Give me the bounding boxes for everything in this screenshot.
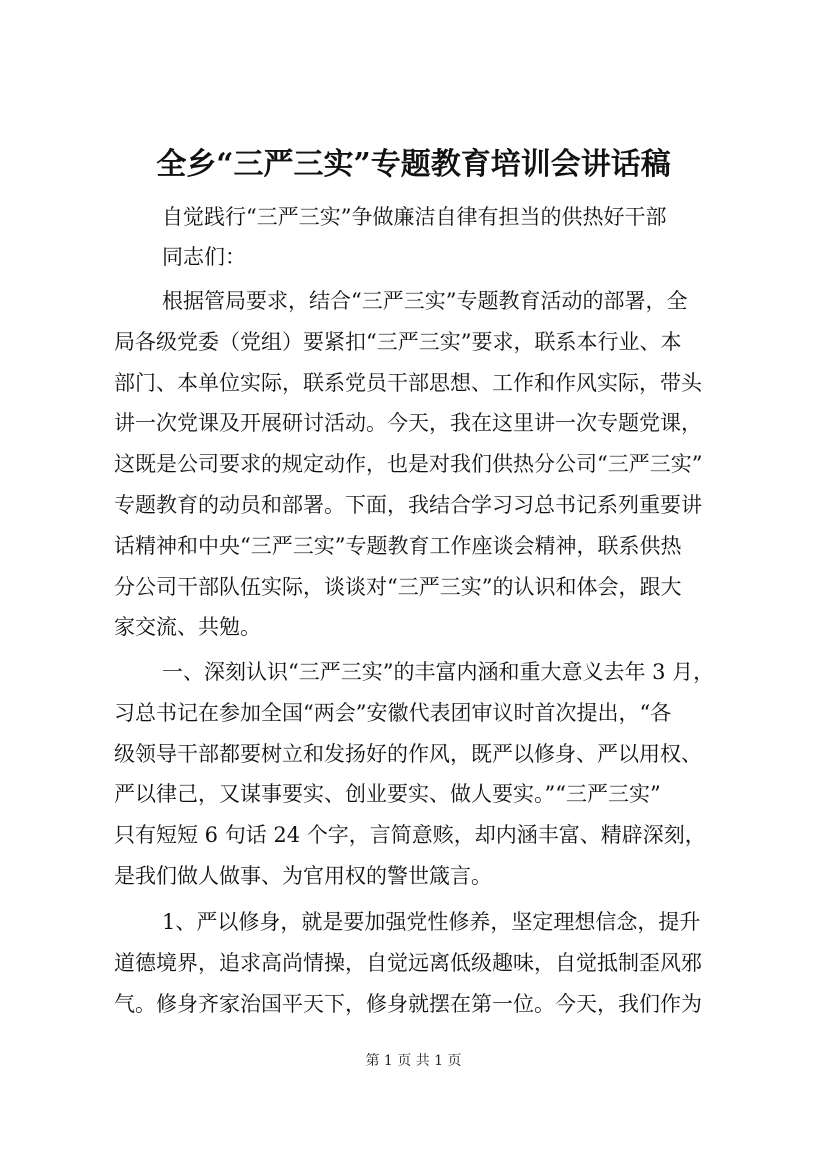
paragraph-line: 讲一次党课及开展研讨活动。今天，我在这里讲一次专题党课， <box>114 411 702 436</box>
salutation: 同志们： <box>162 245 246 269</box>
paragraph-line: 专题教育的动员和部署。下面，我结合学习习总书记系列重要讲 <box>114 492 702 517</box>
paragraph-line: 一、深刻认识“三严三实”的丰富内涵和重大意义去年 3 月， <box>162 660 715 684</box>
paragraph-line: 分公司干部队伍实际，谈谈对“三严三实”的认识和体会，跟大 <box>114 574 682 599</box>
paragraph-line: 习总书记在参加全国“两会”安徽代表团审议时首次提出，“各 <box>114 700 672 725</box>
paragraph-1 <box>114 281 724 648</box>
paragraph-line: 只有短短 6 句话 24 个字，言简意赅，却内涵丰富、精辟深刻， <box>114 823 706 848</box>
paragraph-line: 家交流、共勉。 <box>114 615 261 640</box>
document-subtitle: 自觉践行“三严三实”争做廉洁自律有担当的供热好干部 <box>162 205 667 229</box>
paragraph-line: 是我们做人做事、为官用权的警世箴言。 <box>114 863 492 888</box>
paragraph-line: 部门、本单位实际，联系党员干部思想、工作和作风实际，带头 <box>114 370 702 395</box>
paragraph-line: 气。修身齐家治国平天下，修身就摆在第一位。今天，我们作为 <box>114 991 702 1016</box>
paragraph-line: 道德境界，追求高尚情操，自觉远离低级趣味，自觉抵制歪风邪 <box>114 950 702 975</box>
paragraph-line: 话精神和中央“三严三实”专题教育工作座谈会精神，联系供热 <box>114 533 682 558</box>
paragraph-line: 严以律己，又谋事要实、创业要实、做人要实。”“三严三实” <box>114 782 661 807</box>
paragraph-2 <box>114 652 724 897</box>
page-footer: 第 1 页 共 1 页 <box>365 1053 462 1069</box>
paragraph-line: 这既是公司要求的规定动作，也是对我们供热分公司“三严三实” <box>114 452 703 477</box>
paragraph-3 <box>114 902 724 1024</box>
paragraph-line: 根据管局要求，结合“三严三实”专题教育活动的部署，全 <box>162 289 688 313</box>
document-title: 全乡“三严三实”专题教育培训会讲话稿 <box>156 147 671 182</box>
paragraph-line: 级领导干部都要树立和发扬好的作风，既严以修身、严以用权、 <box>114 741 702 766</box>
paragraph-line: 1、严以修身，就是要加强党性修养，坚定理想信念，提升 <box>162 910 701 934</box>
paragraph-line: 局各级党委（党组）要紧扣“三严三实”要求，联系本行业、本 <box>114 329 682 354</box>
